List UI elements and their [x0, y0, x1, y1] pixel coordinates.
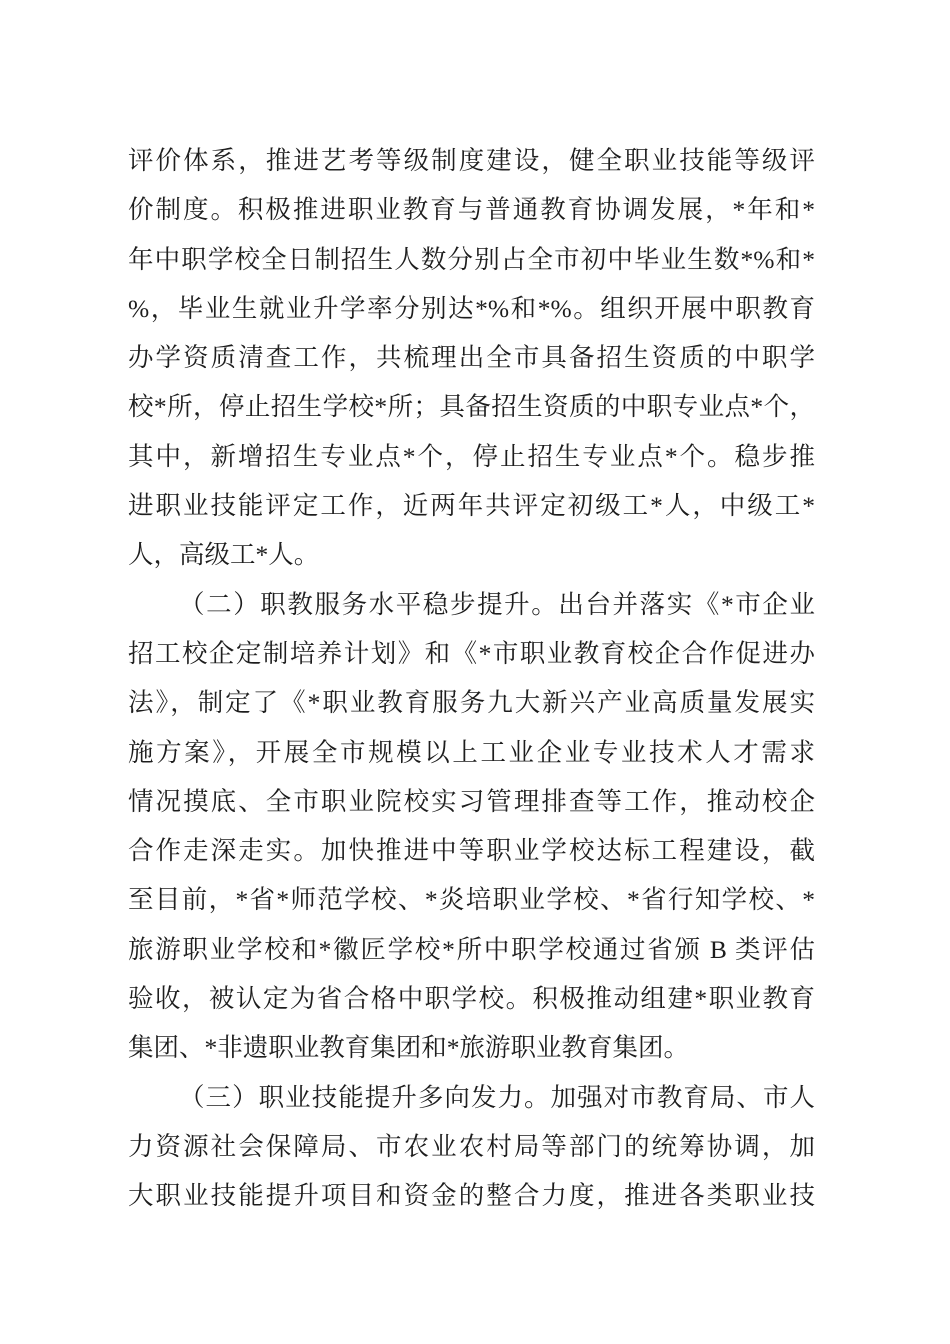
paragraph — [128, 1073, 815, 1221]
text-line: 法》，制定了《*职业教育服务九大新兴产业高质量发展实 — [128, 688, 815, 718]
text-line: 旅游职业学校和*徽匠学校*所中职学校通过省颁 B 类评估 — [128, 934, 815, 964]
text-line-section-2-heading: （二）职教服务水平稳步提升。出台并落实《*市企业 — [179, 589, 815, 619]
text-line: 情况摸底、全市职业院校实习管理排查等工作，推动校企 — [128, 786, 815, 816]
text-line: 进职业技能评定工作，近两年共评定初级工*人，中级工* — [128, 491, 815, 521]
text-line: 评价体系，推进艺考等级制度建设，健全职业技能等级评 — [128, 146, 815, 175]
text-line: 招工校企定制培养计划》和《*市职业教育校企合作促进办 — [128, 638, 815, 668]
paragraph — [128, 580, 815, 1073]
text-line: 验收，被认定为省合格中职学校。积极推动组建*职业教育 — [128, 984, 815, 1014]
paragraph — [128, 136, 815, 580]
text-line: 价制度。积极推进职业教育与普通教育协调发展，*年和* — [128, 195, 815, 225]
document-body — [128, 136, 815, 1221]
text-line: 合作走深走实。加快推进中等职业学校达标工程建设，截 — [128, 836, 815, 866]
text-line: 其中，新增招生专业点*个，停止招生专业点*个。稳步推 — [128, 441, 815, 471]
text-line: 大职业技能提升项目和资金的整合力度，推进各类职业技 — [128, 1181, 815, 1211]
text-line: 人，高级工*人。 — [128, 540, 320, 570]
text-line: 施方案》，开展全市规模以上工业企业专业技术人才需求 — [128, 737, 815, 767]
text-line-section-3-heading: （三）职业技能提升多向发力。加强对市教育局、市人 — [179, 1082, 815, 1112]
text-line: %，毕业生就业升学率分别达*%和*%。组织开展中职教育 — [128, 293, 815, 323]
text-line: 办学资质清查工作，共梳理出全市具备招生资质的中职学 — [128, 343, 815, 373]
text-line: 集团、*非遗职业教育集团和*旅游职业教育集团。 — [128, 1033, 690, 1063]
text-line: 年中职学校全日制招生人数分别占全市初中毕业生数*%和* — [128, 244, 815, 274]
text-line: 力资源社会保障局、市农业农村局等部门的统筹协调，加 — [128, 1131, 815, 1161]
text-line: 至目前，*省*师范学校、*炎培职业学校、*省行知学校、* — [128, 885, 815, 915]
text-line: 校*所，停止招生学校*所；具备招生资质的中职专业点*个， — [128, 392, 815, 422]
